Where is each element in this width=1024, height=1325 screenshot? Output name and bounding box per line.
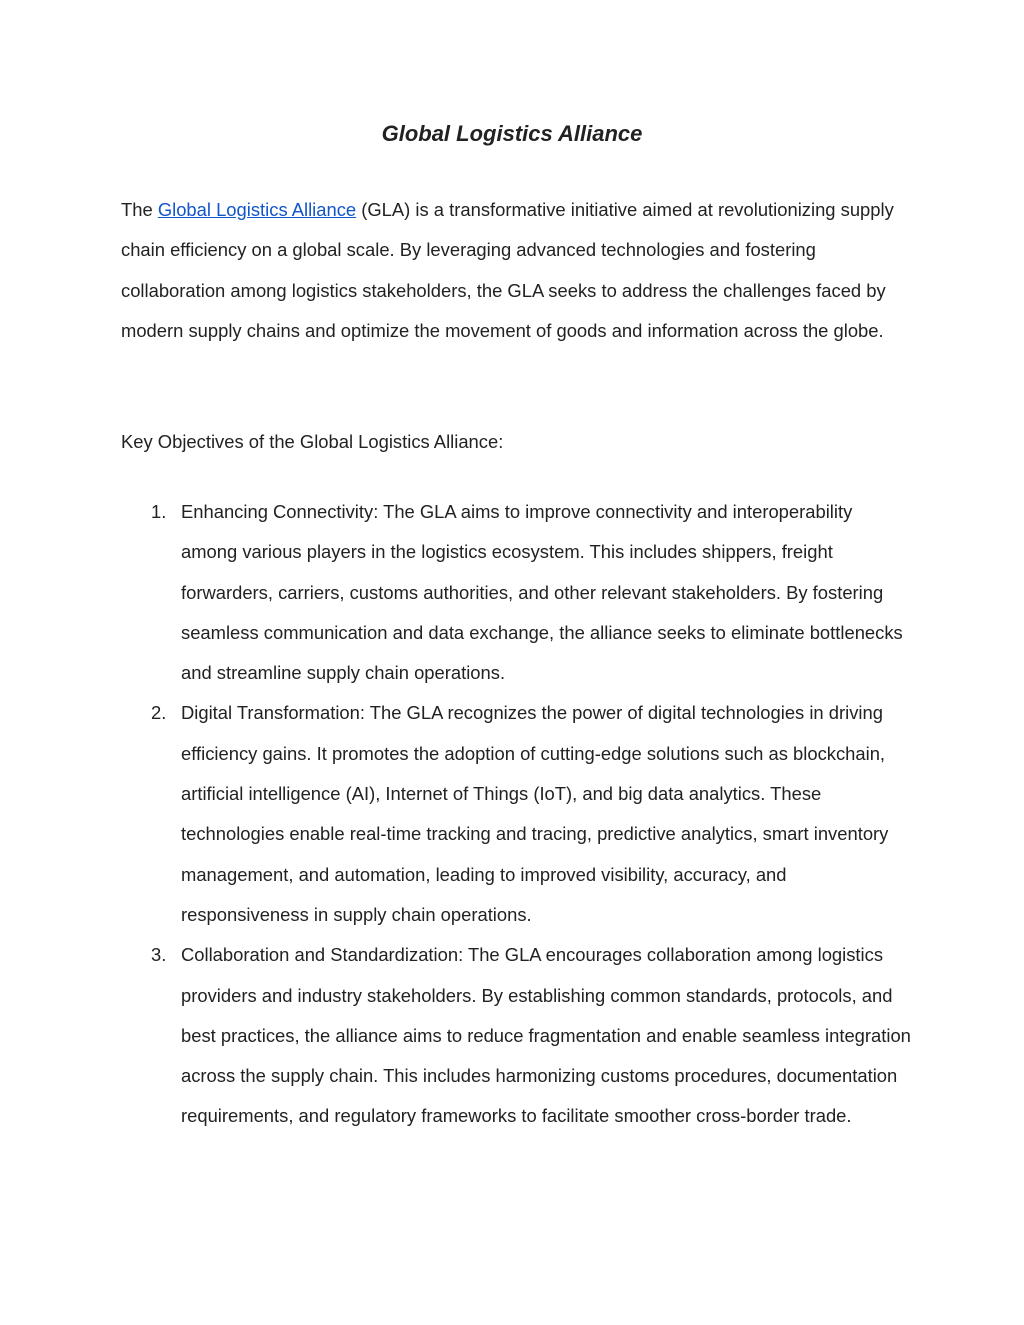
page-title: Global Logistics Alliance [381,121,643,146]
intro-prefix: The [121,199,158,220]
list-item-text: Enhancing Connectivity: The GLA aims to improve connectivity and interoperability among various players in the logistics ecosystem. This includes shippers, freight forwarders, carriers, customs authorities, and other relevant stakeholders. By fostering seamless communication and data exchange, the alliance seeks to eliminate bottlenecks and streamline supply chain operations. [181,501,903,684]
gla-link[interactable]: Global Logistics Alliance [157,199,357,220]
list-item-number: 1. [151,501,167,522]
objectives-heading: Key Objectives of the Global Logistics Alliance: [121,431,504,452]
intro-paragraph [121,190,911,351]
intro-suffix: (GLA) is a transformative initiative aimed at revolutionizing supply chain efficiency on a global scale. By leveraging advanced technologies and fostering collaboration among logistics stakeholders, the GLA seeks to address the challenges faced by modern supply chains and optimize the movement of goods and information across the globe. [121,199,894,341]
list-item [121,935,911,1136]
list-item [121,693,911,935]
list-item-text: Collaboration and Standardization: The GLA encourages collaboration among logistics providers and industry stakeholders. By establishing common standards, protocols, and best practices, the alliance aims to reduce fragmentation and enable seamless integration across the supply chain. This includes harmonizing customs procedures, documentation requirements, and regulatory frameworks to facilitate smoother cross-border trade. [181,944,911,1127]
list-item-number: 3. [151,944,167,966]
list-item-text: Digital Transformation: The GLA recognizes the power of digital technologies in driving efficiency gains. It promotes the adoption of cutting-edge solutions such as blockchain, artificial intelligence (AI), Internet of Things (IoT), and big data analytics. These technologies enable real-time tracking and tracing, predictive analytics, smart inventory management, and automation, leading to improved visibility, accuracy, and responsiveness in supply chain operations. [181,702,889,925]
objectives-list [121,492,911,1137]
list-item-number: 2. [151,702,167,724]
list-item [121,492,911,693]
